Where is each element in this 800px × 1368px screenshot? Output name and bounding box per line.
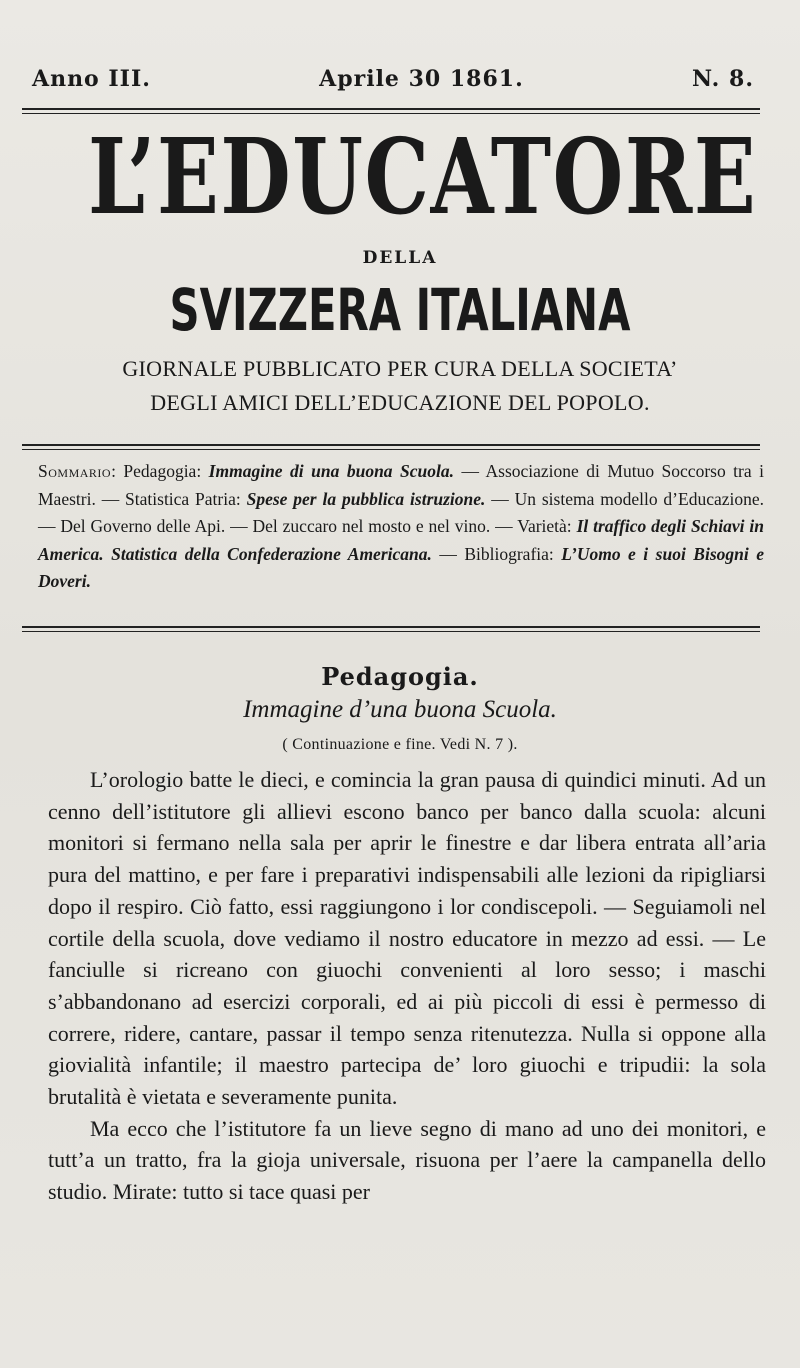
tagline-line1: GIORNALE PUBBLICATO PER CURA DELLA SOCIETA’: [122, 356, 678, 381]
masthead-title: L’EDUCATORE: [88, 115, 758, 238]
summary-text-2: Immagine di una buona Scuola.: [208, 461, 455, 481]
summary-rule-bottom: [22, 626, 760, 628]
summary-text-5: — Un sistema modello d’Educazione. — Del Governo delle Api. — Del zuccaro nel mosto e nel vino. — Varietà:: [38, 488, 764, 536]
tagline-line2: DEGLI AMICI DELL’EDUCAZIONE DEL POPOLO.: [150, 390, 650, 415]
paragraph-2: Ma ecco che l’istitutore fa un lieve segno di mano ad uno dei monitori, e tutt’a un tratto, fra la gioja universale, risuona per l’aere la campanella dello studio. Mirate: tutto si tace quasi per: [48, 1115, 766, 1205]
masthead-della: DELLA: [362, 248, 438, 268]
issue-year: Anno III.: [32, 66, 151, 92]
summary-text-4: Spese per la pubblica istruzione.: [246, 488, 486, 509]
summary-text-1: : Pedagogia:: [111, 461, 209, 481]
issue-line: [32, 66, 754, 92]
summary-text-3: — Associazione di Mutuo Soccorso tra i Maestri. — Statistica Patria:: [38, 461, 764, 509]
issue-number: N. 8.: [691, 66, 754, 92]
summary-text-6: Il traffico degli Schiavi in America. Statistica della Confederazione Americana.: [38, 516, 765, 564]
section-heading: Pedagogia.: [321, 662, 479, 691]
header-rule: [22, 108, 760, 110]
article-title: Immagine d’una buona Scuola.: [243, 696, 557, 723]
summary-rule-top: [22, 444, 760, 446]
summary-rule-bottom-thin: [22, 631, 760, 632]
summary-block: [38, 458, 764, 596]
header-rule-thin: [22, 113, 760, 114]
article-body: [48, 764, 766, 1208]
continuation-note: ( Continuazione e fine. Vedi N. 7 ).: [282, 736, 518, 753]
summary-text-8: L’Uomo e i suoi Bisogni e Doveri.: [38, 543, 764, 591]
issue-date: Aprile 30 1861.: [319, 66, 524, 92]
summary-rule-top-thin: [22, 449, 760, 450]
summary-text-7: — Bibliografia:: [431, 543, 562, 564]
masthead-subtitle: SVIZZERA ITALIANA: [169, 276, 631, 344]
paragraph-1: L’orologio batte le dieci, e comincia la gran pausa di quindici minuti. Ad un cenno dell’istitutore gli allievi escono banco per banco dalla scuola: alcuni monitori si fermano nella sala per aprir le finestre e dar libera entrata all’aria pura del mattino, e per fare i preparativi indispensabili alle lezioni da ripigliarsi dopo il respiro. Ciò fatto, essi raggiungono i lor condiscepoli. — Seguiamoli nel cortile della scuola, dove vediamo il nostro educatore in mezzo ad essi. — Le fanciulle si ricreano con giuochi convenienti al loro sesso; i maschi s’abbandonano ad esercizi corporali, ed ai più piccoli di essi è permesso di correre, ridere, cantare, passar il tempo senza ritenutezza. Nulla si oppone alla giovialità infantile; il maestro partecipa de’ loro giuochi e tripudii: la sola brutalità è vietata e severamente punita.: [48, 767, 766, 1110]
summary-label: Sommario: [38, 461, 112, 481]
